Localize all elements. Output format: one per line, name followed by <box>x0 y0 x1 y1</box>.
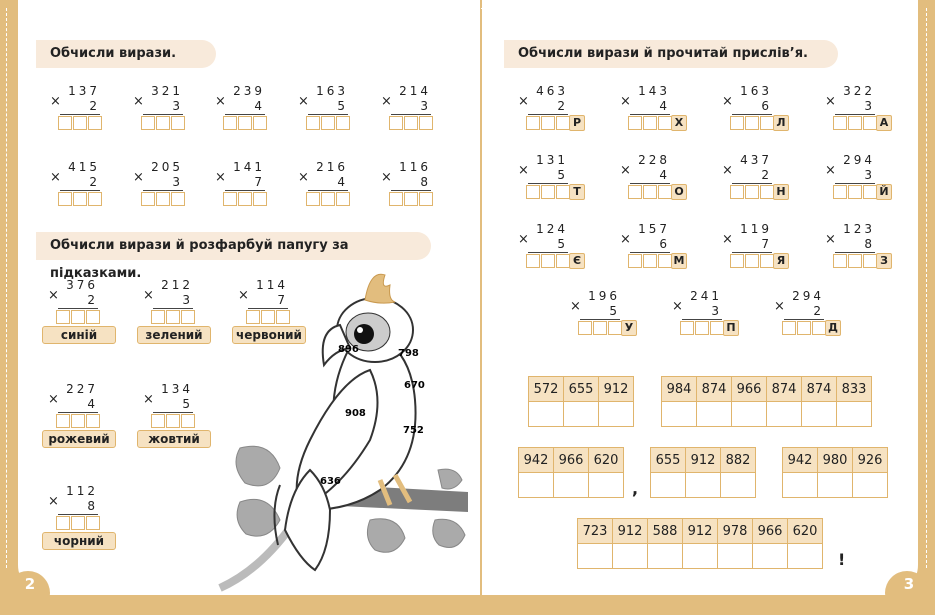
header-compute: Обчисли вирази. <box>36 40 216 68</box>
multiply-sign: × <box>238 288 249 303</box>
parrot-illustration <box>200 270 475 600</box>
multiplicand: 463 <box>536 84 568 98</box>
multiply-sign: × <box>774 299 785 314</box>
answer-boxes[interactable] <box>58 116 103 130</box>
multiply-sign: × <box>825 232 836 247</box>
parrot-region-number: 752 <box>403 425 424 436</box>
multiplier: 3 <box>172 99 183 113</box>
multiplication-problem <box>215 84 275 144</box>
multiplicand: 114 <box>256 278 288 292</box>
letter-key: П <box>723 320 739 336</box>
proverb-problem <box>518 153 598 213</box>
letter-cell[interactable] <box>599 402 634 427</box>
letter-cell[interactable] <box>648 544 683 569</box>
letter-key: Н <box>773 184 789 200</box>
sum-line <box>784 319 824 320</box>
letter-cell[interactable] <box>578 544 613 569</box>
code-number: 620 <box>788 519 823 544</box>
page-number-left: 2 <box>6 571 50 615</box>
letter-key: У <box>621 320 637 336</box>
multiplier: 3 <box>864 168 875 182</box>
multiplier: 2 <box>557 99 568 113</box>
letter-key: Т <box>569 184 585 200</box>
multiplication-problem <box>381 84 441 144</box>
answer-boxes[interactable] <box>833 185 878 199</box>
letter-cell[interactable] <box>853 473 888 498</box>
sum-line <box>528 183 568 184</box>
sum-line <box>58 514 98 515</box>
multiplier: 8 <box>864 237 875 251</box>
code-number: 882 <box>721 448 756 473</box>
multiply-sign: × <box>722 232 733 247</box>
answer-boxes[interactable] <box>58 192 103 206</box>
multiplicand: 116 <box>399 160 431 174</box>
letter-cell[interactable] <box>662 402 697 427</box>
multiplier: 7 <box>254 175 265 189</box>
sum-line <box>835 252 875 253</box>
sum-line <box>835 183 875 184</box>
code-number: 912 <box>686 448 721 473</box>
color-label: чорний <box>42 532 116 550</box>
multiplication-problem <box>215 160 275 220</box>
multiply-sign: × <box>620 163 631 178</box>
proverb-problem <box>722 84 802 144</box>
multiplicand: 322 <box>843 84 875 98</box>
multiplicand: 321 <box>151 84 183 98</box>
proverb-problem <box>774 289 854 349</box>
multiplicand: 119 <box>740 222 772 236</box>
answer-boxes[interactable] <box>526 185 571 199</box>
letter-key: Є <box>569 253 585 269</box>
multiply-sign: × <box>722 94 733 109</box>
answer-boxes[interactable] <box>730 254 775 268</box>
answer-boxes[interactable] <box>141 192 186 206</box>
sum-line <box>58 412 98 413</box>
code-number: 966 <box>554 448 589 473</box>
answer-table <box>661 376 872 427</box>
answer-boxes[interactable] <box>628 254 673 268</box>
code-number: 912 <box>613 519 648 544</box>
multiplicand: 228 <box>638 153 670 167</box>
answer-boxes[interactable] <box>223 116 268 130</box>
multiplier: 4 <box>87 397 98 411</box>
multiplier: 5 <box>557 237 568 251</box>
answer-table <box>782 447 888 498</box>
parrot-region-number: 670 <box>404 380 425 391</box>
letter-key: А <box>876 115 892 131</box>
multiplicand: 216 <box>316 160 348 174</box>
multiply-sign: × <box>672 299 683 314</box>
answer-boxes[interactable] <box>389 116 434 130</box>
multiply-sign: × <box>215 170 226 185</box>
letter-cell[interactable] <box>564 402 599 427</box>
multiply-sign: × <box>133 94 144 109</box>
multiply-sign: × <box>570 299 581 314</box>
color-label: синій <box>42 326 116 344</box>
parrot-region-number: 908 <box>345 408 366 419</box>
parrot-region-number: 798 <box>398 348 419 359</box>
code-number: 978 <box>718 519 753 544</box>
answer-boxes[interactable] <box>730 116 775 130</box>
letter-cell[interactable] <box>519 473 554 498</box>
proverb-problem <box>722 222 802 282</box>
multiply-sign: × <box>298 94 309 109</box>
multiplier: 5 <box>337 99 348 113</box>
proverb-problem <box>825 84 905 144</box>
multiply-sign: × <box>381 94 392 109</box>
multiplier: 4 <box>659 168 670 182</box>
multiplier: 7 <box>277 293 288 307</box>
letter-key: З <box>876 253 892 269</box>
letter-cell[interactable] <box>732 402 767 427</box>
answer-boxes[interactable] <box>526 116 571 130</box>
answer-boxes[interactable] <box>782 321 827 335</box>
multiplier: 4 <box>254 99 265 113</box>
code-number: 874 <box>697 377 732 402</box>
code-number: 723 <box>578 519 613 544</box>
multiplication-problem <box>133 84 193 144</box>
multiplication-problem <box>50 160 110 220</box>
sum-line <box>630 252 670 253</box>
multiplicand: 294 <box>843 153 875 167</box>
multiply-sign: × <box>518 232 529 247</box>
sum-line <box>60 190 100 191</box>
multiplicand: 124 <box>536 222 568 236</box>
dashed-border-top <box>20 8 915 9</box>
sum-line <box>528 114 568 115</box>
multiplier: 4 <box>659 99 670 113</box>
multiplicand: 212 <box>161 278 193 292</box>
multiplier: 3 <box>172 175 183 189</box>
multiplier: 3 <box>182 293 193 307</box>
multiply-sign: × <box>381 170 392 185</box>
answer-boxes[interactable] <box>833 254 878 268</box>
sum-line <box>630 183 670 184</box>
letter-cell[interactable] <box>554 473 589 498</box>
multiply-sign: × <box>518 163 529 178</box>
multiplier: 2 <box>89 99 100 113</box>
sum-line <box>528 252 568 253</box>
multiply-sign: × <box>825 94 836 109</box>
multiplicand: 196 <box>588 289 620 303</box>
letter-key: Я <box>773 253 789 269</box>
answer-boxes[interactable] <box>389 192 434 206</box>
letter-key: О <box>671 184 687 200</box>
multiplicand: 205 <box>151 160 183 174</box>
code-number: 942 <box>519 448 554 473</box>
proverb-problem <box>518 222 598 282</box>
sum-line <box>732 114 772 115</box>
sum-line <box>580 319 620 320</box>
letter-cell[interactable] <box>788 544 823 569</box>
proverb-problem <box>620 222 700 282</box>
sum-line <box>308 190 348 191</box>
sum-line <box>682 319 722 320</box>
multiply-sign: × <box>50 94 61 109</box>
answer-table <box>650 447 756 498</box>
letter-cell[interactable] <box>613 544 648 569</box>
multiplier: 6 <box>659 237 670 251</box>
multiplier: 3 <box>711 304 722 318</box>
sum-line <box>153 412 193 413</box>
proverb-problem <box>570 289 650 349</box>
proverb-problem <box>825 153 905 213</box>
multiplicand: 112 <box>66 484 98 498</box>
multiplicand: 141 <box>233 160 265 174</box>
answer-boxes[interactable] <box>730 185 775 199</box>
parrot-region-number: 896 <box>338 344 359 355</box>
exclamation-mark: ! <box>838 550 846 569</box>
multiplier: 8 <box>420 175 431 189</box>
multiply-sign: × <box>620 232 631 247</box>
answer-table <box>518 447 624 498</box>
answer-boxes[interactable] <box>56 414 101 428</box>
multiplier: 5 <box>182 397 193 411</box>
sum-line <box>143 190 183 191</box>
comma-mark: , <box>632 479 639 498</box>
sum-line <box>732 252 772 253</box>
letter-cell[interactable] <box>589 473 624 498</box>
code-number: 966 <box>732 377 767 402</box>
answer-boxes[interactable] <box>56 310 101 324</box>
answer-boxes[interactable] <box>223 192 268 206</box>
code-number: 984 <box>662 377 697 402</box>
answer-boxes[interactable] <box>141 116 186 130</box>
answer-boxes[interactable] <box>151 414 196 428</box>
dashed-border-right <box>926 8 927 568</box>
color-label: рожевий <box>42 430 116 448</box>
parrot-region-number: 636 <box>320 476 341 487</box>
multiplicand: 294 <box>792 289 824 303</box>
multiply-sign: × <box>620 94 631 109</box>
proverb-problem <box>518 84 598 144</box>
multiplicand: 123 <box>843 222 875 236</box>
sum-line <box>630 114 670 115</box>
color-label: зелений <box>137 326 211 344</box>
sum-line <box>308 114 348 115</box>
multiplication-problem <box>298 160 358 220</box>
multiply-sign: × <box>143 288 154 303</box>
multiplicand: 437 <box>740 153 772 167</box>
code-number: 655 <box>564 377 599 402</box>
multiplicand: 131 <box>536 153 568 167</box>
answer-boxes[interactable] <box>833 116 878 130</box>
code-number: 912 <box>599 377 634 402</box>
multiplier: 3 <box>420 99 431 113</box>
letter-key: Й <box>876 184 892 200</box>
multiplicand: 376 <box>66 278 98 292</box>
letter-cell[interactable] <box>802 402 837 427</box>
letter-key: Д <box>825 320 841 336</box>
sum-line <box>58 308 98 309</box>
multiply-sign: × <box>215 94 226 109</box>
letter-cell[interactable] <box>767 402 802 427</box>
code-number: 874 <box>802 377 837 402</box>
multiplier: 2 <box>813 304 824 318</box>
answer-boxes[interactable] <box>56 516 101 530</box>
multiplier: 5 <box>609 304 620 318</box>
letter-cell[interactable] <box>837 402 872 427</box>
sum-line <box>60 114 100 115</box>
sum-line <box>732 183 772 184</box>
code-number: 588 <box>648 519 683 544</box>
multiply-sign: × <box>48 392 59 407</box>
multiplication-problem <box>298 84 358 144</box>
letter-cell[interactable] <box>529 402 564 427</box>
letter-cell[interactable] <box>721 473 756 498</box>
code-number: 572 <box>529 377 564 402</box>
letter-cell[interactable] <box>783 473 818 498</box>
multiplicand: 134 <box>161 382 193 396</box>
proverb-problem <box>620 84 700 144</box>
multiplier: 8 <box>87 499 98 513</box>
multiplicand: 163 <box>316 84 348 98</box>
multiplicand: 241 <box>690 289 722 303</box>
header-color-parrot: Обчисли вирази й розфарбуй папугу за підказками. <box>36 232 431 260</box>
sum-line <box>391 114 431 115</box>
multiplier: 4 <box>337 175 348 189</box>
multiplication-problem <box>50 84 110 144</box>
answer-boxes[interactable] <box>628 116 673 130</box>
code-number: 980 <box>818 448 853 473</box>
answer-boxes[interactable] <box>628 185 673 199</box>
multiplier: 2 <box>761 168 772 182</box>
multiplicand: 239 <box>233 84 265 98</box>
letter-cell[interactable] <box>818 473 853 498</box>
multiply-sign: × <box>50 170 61 185</box>
multiply-sign: × <box>722 163 733 178</box>
sum-line <box>143 114 183 115</box>
letter-cell[interactable] <box>753 544 788 569</box>
sum-line <box>225 190 265 191</box>
sum-line <box>225 114 265 115</box>
sum-line <box>153 308 193 309</box>
multiply-sign: × <box>298 170 309 185</box>
letter-cell[interactable] <box>697 402 732 427</box>
proverb-problem <box>620 153 700 213</box>
proverb-problem <box>722 153 802 213</box>
code-number: 655 <box>651 448 686 473</box>
multiplier: 3 <box>864 99 875 113</box>
multiply-sign: × <box>143 392 154 407</box>
answer-boxes[interactable] <box>578 321 623 335</box>
proverb-problem <box>672 289 752 349</box>
multiply-sign: × <box>48 494 59 509</box>
letter-cell[interactable] <box>718 544 753 569</box>
header-proverb: Обчисли вирази й прочитай прислів’я. <box>504 40 838 68</box>
letter-key: М <box>671 253 687 269</box>
sum-line <box>391 190 431 191</box>
code-number: 874 <box>767 377 802 402</box>
letter-cell[interactable] <box>683 544 718 569</box>
code-number: 926 <box>853 448 888 473</box>
answer-table <box>528 376 634 427</box>
multiply-sign: × <box>133 170 144 185</box>
page-number-right: 3 <box>885 571 929 615</box>
answer-boxes[interactable] <box>526 254 571 268</box>
color-label: червоний <box>232 326 306 344</box>
multiplier: 6 <box>761 99 772 113</box>
code-number: 942 <box>783 448 818 473</box>
multiplier: 2 <box>87 293 98 307</box>
multiplicand: 415 <box>68 160 100 174</box>
multiplicand: 227 <box>66 382 98 396</box>
code-number: 966 <box>753 519 788 544</box>
multiplier: 2 <box>89 175 100 189</box>
multiply-sign: × <box>825 163 836 178</box>
multiplicand: 137 <box>68 84 100 98</box>
answer-boxes[interactable] <box>151 310 196 324</box>
multiplication-problem <box>381 160 441 220</box>
proverb-problem <box>825 222 905 282</box>
multiplicand: 157 <box>638 222 670 236</box>
letter-cell[interactable] <box>651 473 686 498</box>
color-label: жовтий <box>137 430 211 448</box>
multiplicand: 214 <box>399 84 431 98</box>
multiplicand: 163 <box>740 84 772 98</box>
dashed-border-left <box>6 8 7 568</box>
code-number: 833 <box>837 377 872 402</box>
answer-boxes[interactable] <box>680 321 725 335</box>
code-number: 912 <box>683 519 718 544</box>
letter-key: Х <box>671 115 687 131</box>
multiplicand: 143 <box>638 84 670 98</box>
multiply-sign: × <box>518 94 529 109</box>
multiplier: 5 <box>557 168 568 182</box>
letter-cell[interactable] <box>686 473 721 498</box>
multiplication-problem <box>133 160 193 220</box>
answer-boxes[interactable] <box>306 192 351 206</box>
letter-key: Р <box>569 115 585 131</box>
answer-table <box>577 518 823 569</box>
code-number: 620 <box>589 448 624 473</box>
letter-key: Л <box>773 115 789 131</box>
sum-line <box>835 114 875 115</box>
multiply-sign: × <box>48 288 59 303</box>
parrot-crest <box>365 274 395 303</box>
multiplier: 7 <box>761 237 772 251</box>
answer-boxes[interactable] <box>306 116 351 130</box>
